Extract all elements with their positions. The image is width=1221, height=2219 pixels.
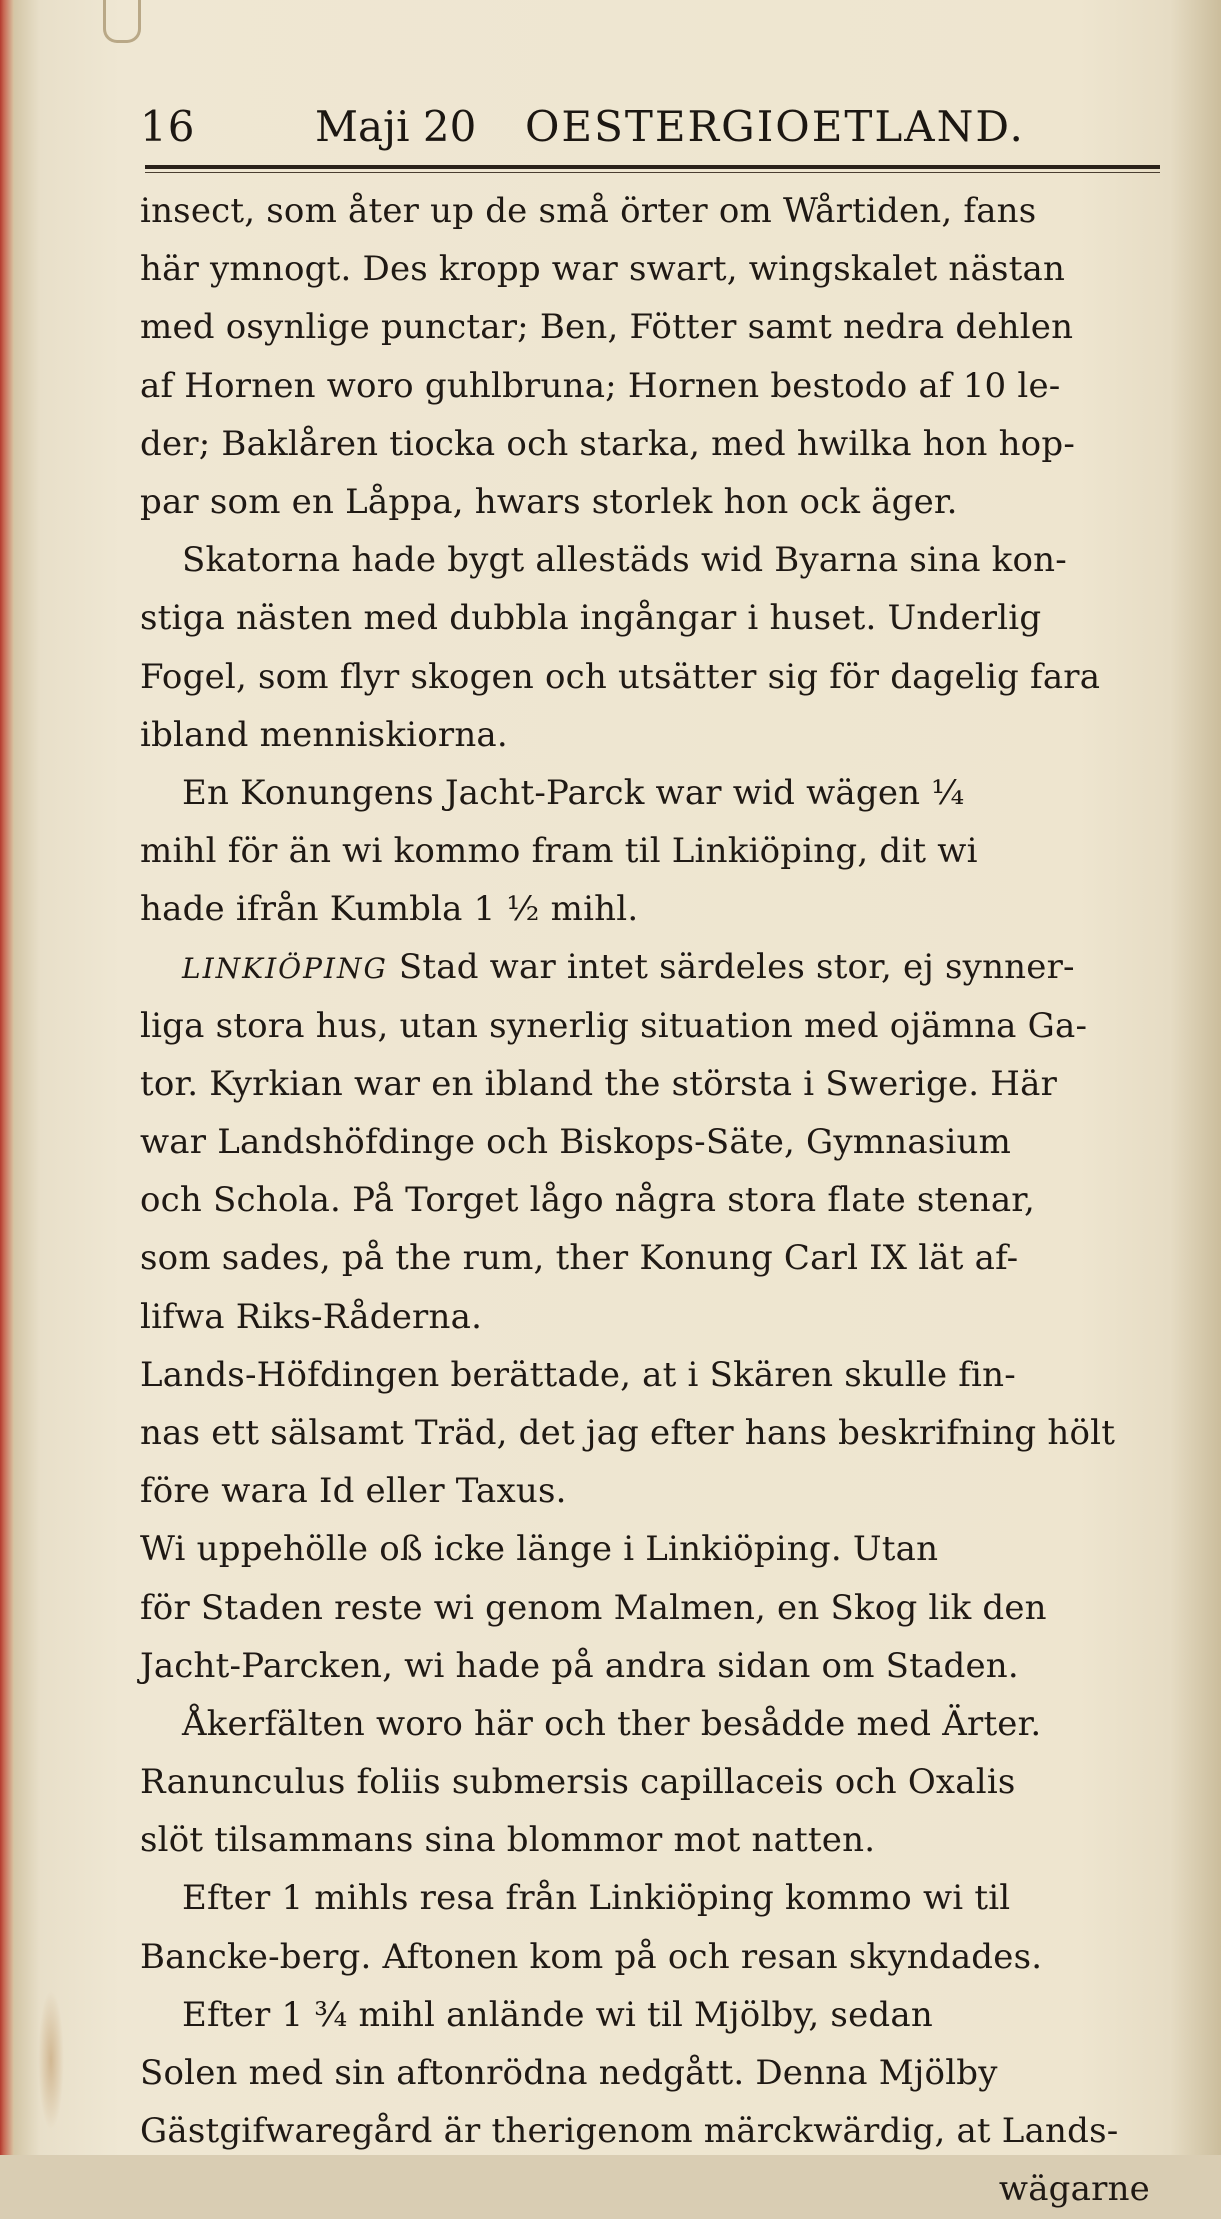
header-rule-thin — [145, 172, 1160, 173]
text-line: stiga nästen med dubbla ingångar i huset. Underlig — [140, 598, 1042, 639]
binding-thread — [103, 0, 141, 43]
text-line: insect, som åter up de små örter om Wårtiden, fans — [140, 191, 1037, 231]
text-line: Gästgifwaregård är therigenom märckwärdig, at Lands- — [140, 2111, 1119, 2152]
text-line: lifwa Riks-Råderna. — [140, 1296, 483, 1337]
text-line: före wara Id eller Taxus. — [140, 1471, 567, 1512]
text-line: Efter 1 mihls resa från Linkiöping kommo wi til — [182, 1878, 1011, 1919]
text-line: Åkerfälten woro här och ther besådde med Ärter. — [182, 1703, 1042, 1744]
text-line: Solen med sin aftonrödna nedgått. Denna Mjölby — [140, 2053, 998, 2093]
text-line: nas ett sälsamt Träd, det jag efter hans beskrifning hölt — [140, 1412, 1116, 1453]
text-line: war Landshöfdinge och Biskops-Säte, Gymnasium — [140, 1122, 1012, 1162]
text-line: Efter 1 ¾ mihl anlände wi til Mjölby, sedan — [182, 1994, 933, 2035]
text-line: Jacht-Parcken, wi hade på andra sidan om Staden. — [140, 1645, 1019, 1686]
text-line: Bancke-berg. Aftonen kom på och resan skyndades. — [140, 1936, 1043, 1977]
text-line: Ranunculus foliis submersis capillaceis och Oxalis — [140, 1762, 1016, 1803]
header-date: Maji 20 — [315, 102, 477, 151]
text-line: ibland menniskiorna. — [140, 714, 508, 755]
text-line: slöt tilsammans sina blommor mot natten. — [140, 1820, 876, 1861]
text-line: för Staden reste wi genom Malmen, en Skog lik den — [140, 1587, 1047, 1628]
text-line: mihl för än wi kommo fram til Linkiöping, dit wi — [140, 831, 978, 872]
text-line: Fogel, som flyr skogen och utsätter sig för dagelig fara — [140, 656, 1101, 697]
text-line: af Hornen woro guhlbruna; Hornen bestodo af 10 le- — [140, 365, 1061, 406]
text-line: liga stora hus, utan synerlig situation med ojämna Ga- — [140, 1005, 1088, 1046]
text-line: der; Baklåren tiocka och starka, med hwilka hon hop- — [140, 423, 1076, 464]
text-line: tor. Kyrkian war en ibland the största i Swerige. Här — [140, 1063, 1058, 1104]
text-line: Skatorna hade bygt allestäds wid Byarna sina kon- — [182, 540, 1067, 581]
text-line — [140, 938, 1160, 996]
text-line: Lands-Höfdingen berättade, at i Skären skulle fin- — [140, 1354, 1016, 1395]
text-line: som sades, på the rum, ther Konung Carl IX lät af- — [140, 1238, 1019, 1279]
text-line: Wi uppehölle oß icke länge i Linkiöping. Utan — [140, 1529, 939, 1570]
catchword: wägarne — [998, 2169, 1150, 2210]
paper-stain — [38, 1990, 64, 2130]
text-line-rest: Stad war intet särdeles stor, ej synner- — [398, 947, 1075, 988]
text-line: par som en Låppa, hwars storlek hon ock äger. — [140, 481, 958, 522]
header-rule — [145, 165, 1160, 169]
page-edge — [0, 0, 14, 2155]
running-header — [140, 96, 1140, 156]
text-line: med osynlige punctar; Ben, Fötter samt nedra dehlen — [140, 307, 1074, 348]
body-text — [140, 182, 1160, 2219]
text-line: och Schola. På Torget lågo några stora flate stenar, — [140, 1180, 1036, 1221]
text-line: här ymnogt. Des kropp war swart, wingskalet nästan — [140, 249, 1066, 290]
place-name-keyword: LINKIÖPING — [182, 952, 388, 986]
page-number: 16 — [140, 102, 196, 151]
header-region: OESTERGIOETLAND. — [525, 102, 1025, 151]
text-line: En Konungens Jacht-Parck war wid wägen ¼ — [182, 772, 965, 813]
text-line: hade ifrån Kumbla 1 ½ mihl. — [140, 889, 639, 930]
